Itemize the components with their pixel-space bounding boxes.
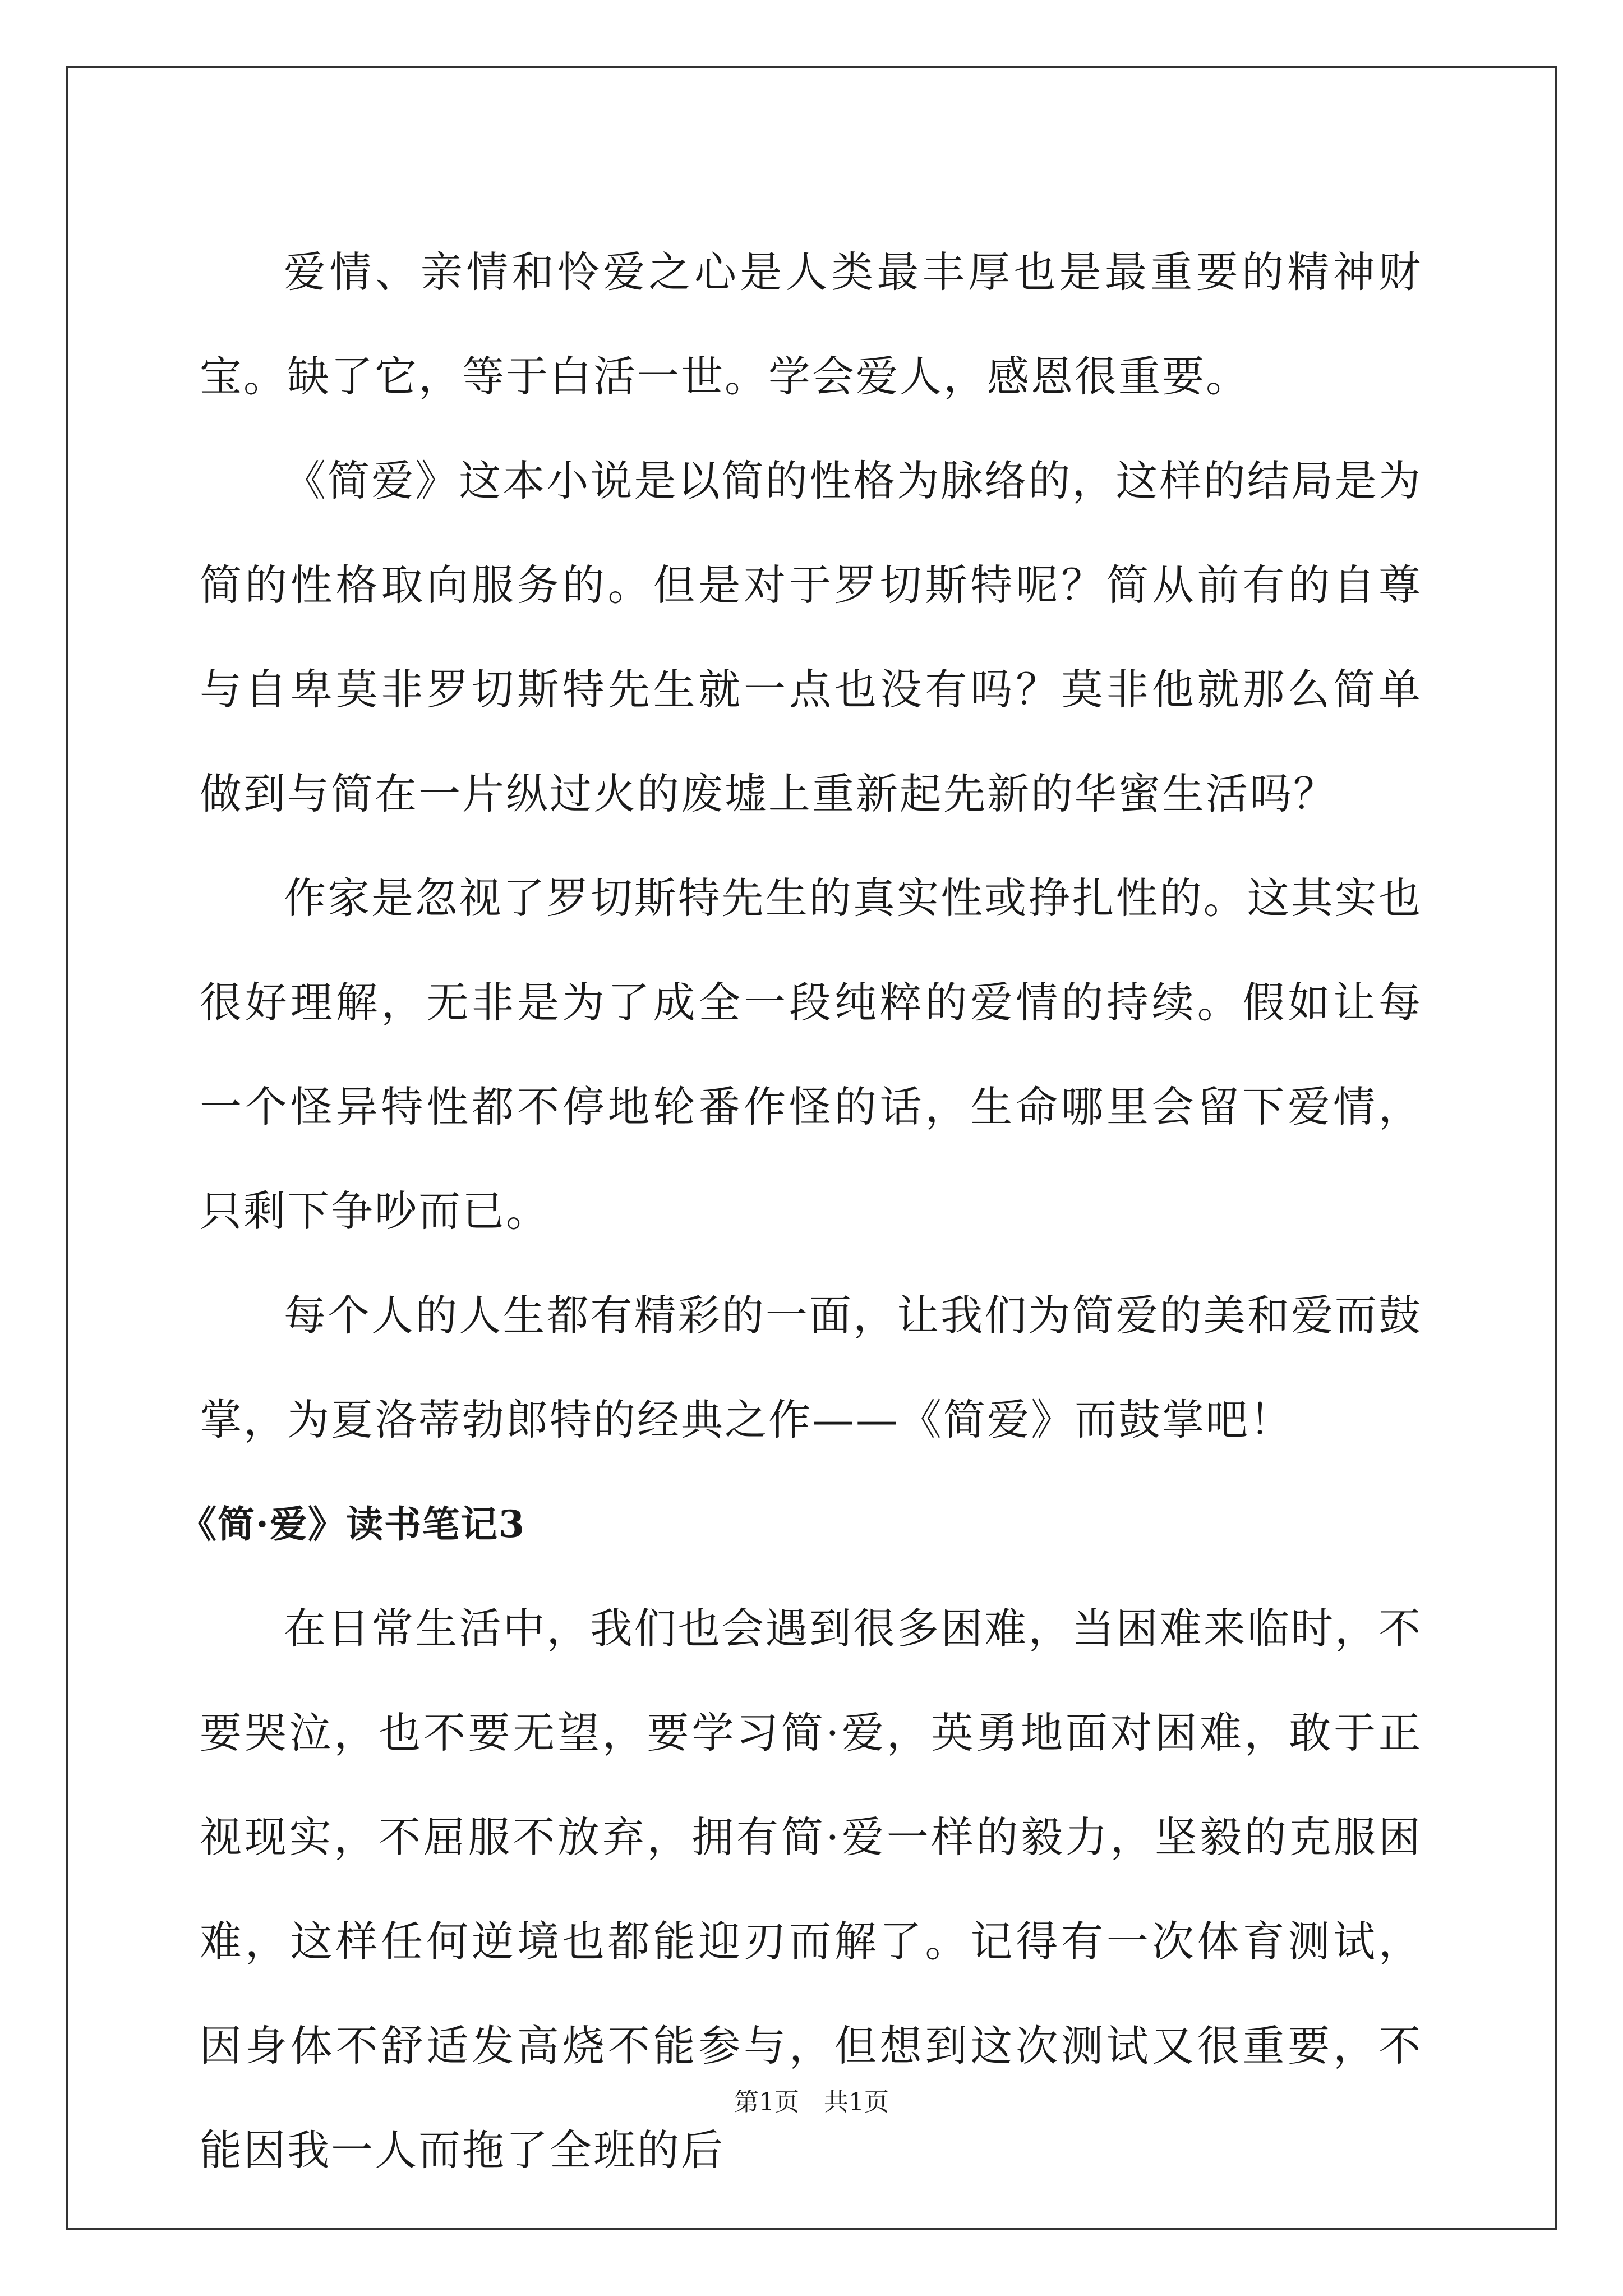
paragraph: 作家是忽视了罗切斯特先生的真实性或挣扎性的。这其实也很好理解，无非是为了成全一段纯粹的爱情的持续。假如让每一个怪异特性都不停地轮番作怪的话，生命哪里会留下爱情，只剩下争吵而已。 [200,873,1422,1236]
paragraph: 《简爱》这本小说是以简的性格为脉络的，这样的结局是为简的性格取向服务的。但是对于罗切斯特呢？简从前有的自尊与自卑莫非罗切斯特先生就一点也没有吗？莫非他就那么简单做到与简在一片纵过火的废墟上重新起先新的华蜜生活吗？ [200,456,1422,818]
paragraph: 爱情、亲情和怜爱之心是人类最丰厚也是最重要的精神财宝。缺了它，等于白活一世。学会爱人，感恩很重要。 [200,247,1422,401]
section-heading: 《简·爱》读书笔记3 [179,1502,525,1546]
paragraph: 在日常生活中，我们也会遇到很多困难，当困难来临时，不要哭泣，也不要无望，要学习简·爱，英勇地面对困难，敢于正视现实，不屈服不放弃，拥有简·爱一样的毅力，坚毅的克服困难，这样任何逆境也都能迎刃而解了。记得有一次体育测试，因身体不舒适发高烧不能参与，但想到这次测试又很重要，不能因我一人而拖了全班的后 [200,1604,1422,2175]
paragraph: 每个人的人生都有精彩的一面，让我们为简爱的美和爱而鼓掌，为夏洛蒂勃郎特的经典之作——《简爱》而鼓掌吧！ [200,1291,1422,1444]
document-body [179,220,1422,2202]
page-number-footer: 第1页 共1页 [734,2088,889,2116]
